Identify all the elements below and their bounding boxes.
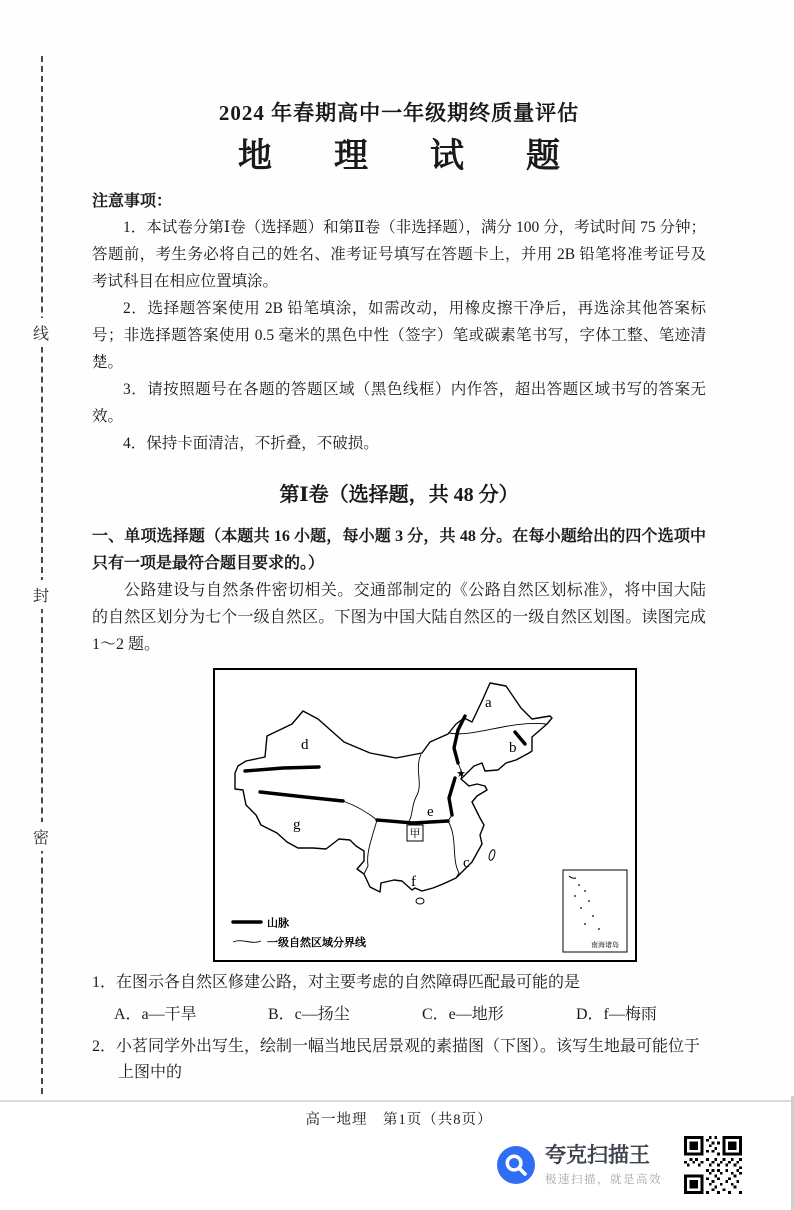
scanner-logo-icon — [497, 1146, 535, 1184]
seal-char-mi: 密 — [31, 822, 51, 851]
question-1-text: 在图示各自然区修建公路，对主要考虑的自然障碍匹配最可能的是 — [116, 974, 581, 991]
china-outline — [235, 683, 552, 892]
seal-char-feng: 封 — [31, 580, 51, 609]
scanner-brand-name: 夸克扫描王 — [545, 1144, 650, 1167]
legend-boundary-sample — [233, 941, 261, 943]
legend-boundary-label: 一级自然区域分界线 — [267, 937, 366, 949]
binding-dashed-line — [41, 56, 43, 1094]
question-1-number: 1． — [92, 974, 117, 991]
map-svg — [215, 670, 635, 960]
map-legend — [233, 916, 367, 950]
legend-mountain-label: 山脉 — [267, 917, 289, 930]
exam-title: 2024 年春期高中一年级期终质量评估 — [218, 101, 580, 125]
region-label-g: g — [293, 817, 301, 833]
scanner-brand-block — [545, 1143, 662, 1187]
scanner-tagline: 极速扫描，就是高效 — [545, 1174, 662, 1186]
south-china-sea-inset — [563, 870, 627, 952]
question-2-text: 小茗同学外出写生，绘制一幅当地民居景观的素描图（下图）。该写生地最可能位于上图中的 — [116, 1038, 701, 1081]
china-natural-regions-map — [213, 668, 637, 962]
mountain-range-lines — [245, 716, 525, 823]
question-1-options — [114, 1002, 730, 1028]
note-item-3: 3．请按照题号在各题的答题区域（黑色线框）内作答，超出答题区域书写的答案无效。 — [92, 381, 706, 425]
option-b: B．c—扬尘 — [268, 1006, 350, 1023]
material-intro: 公路建设与自然条件密切相关。交通部制定的《公路自然区划标准》，将中国大陆的自然区划分为七个一级自然区。下图为中国大陆自然区的一级自然区划图。读图完成 1～2 题。 — [92, 582, 706, 653]
islands — [416, 849, 496, 904]
note-item-4: 4．保持卡面清洁，不折叠，不破损。 — [123, 435, 379, 452]
region-label-a: a — [485, 695, 492, 711]
region-label-b: b — [509, 740, 517, 756]
region-label-d: d — [301, 737, 309, 753]
note-item-1: 1．本试卷分第Ⅰ卷（选择题）和第Ⅱ卷（非选择题），满分 100 分，考试时间 75 分钟；答题前，考生务必将自己的姓名、准考证号填写在答题卡上，并用 2B 铅笔将准考证号及考试科目在相应位置填涂。 — [92, 219, 706, 290]
question-2-number: 2． — [92, 1038, 117, 1055]
option-d: D．f—梅雨 — [576, 1006, 657, 1023]
option-a: A．a—干旱 — [114, 1006, 197, 1023]
note-item-2: 2．选择题答案使用 2B 铅笔填涂，如需改动，用橡皮擦干净后，再选涂其他答案标号；非选择题答案使用 0.5 毫米的黑色中性（签字）笔或碳素笔书写，字体工整、笔迹清楚。 — [92, 300, 706, 371]
exam-subtitle: 地 理 试 题 — [238, 138, 574, 175]
notes-header: 注意事项： — [92, 193, 173, 210]
page-footer: 高一地理 第1页（共8页） — [305, 1112, 493, 1128]
question-type-header: 一、单项选择题（本题共 16 小题，每小题 3 分，共 48 分。在每小题给出的四个选项中只有一项是最符合题目要求的。） — [92, 528, 706, 572]
region-label-e: e — [427, 804, 434, 820]
region-label-c: c — [463, 855, 470, 871]
jia-label: 甲 — [409, 828, 421, 840]
question-1 — [92, 970, 706, 996]
capital-star-marker: ★ — [456, 768, 466, 780]
section-title: 第Ⅰ卷（选择题，共 48 分） — [279, 484, 519, 506]
inset-label: 南海诸岛 — [591, 941, 619, 949]
region-label-f: f — [411, 874, 416, 890]
notes-section — [92, 190, 706, 457]
qr-code — [684, 1136, 742, 1194]
scanner-watermark-bar — [497, 1136, 742, 1194]
option-c: C．e—地形 — [422, 1006, 504, 1023]
seal-char-xian: 线 — [31, 318, 51, 347]
question-2 — [92, 1034, 706, 1086]
